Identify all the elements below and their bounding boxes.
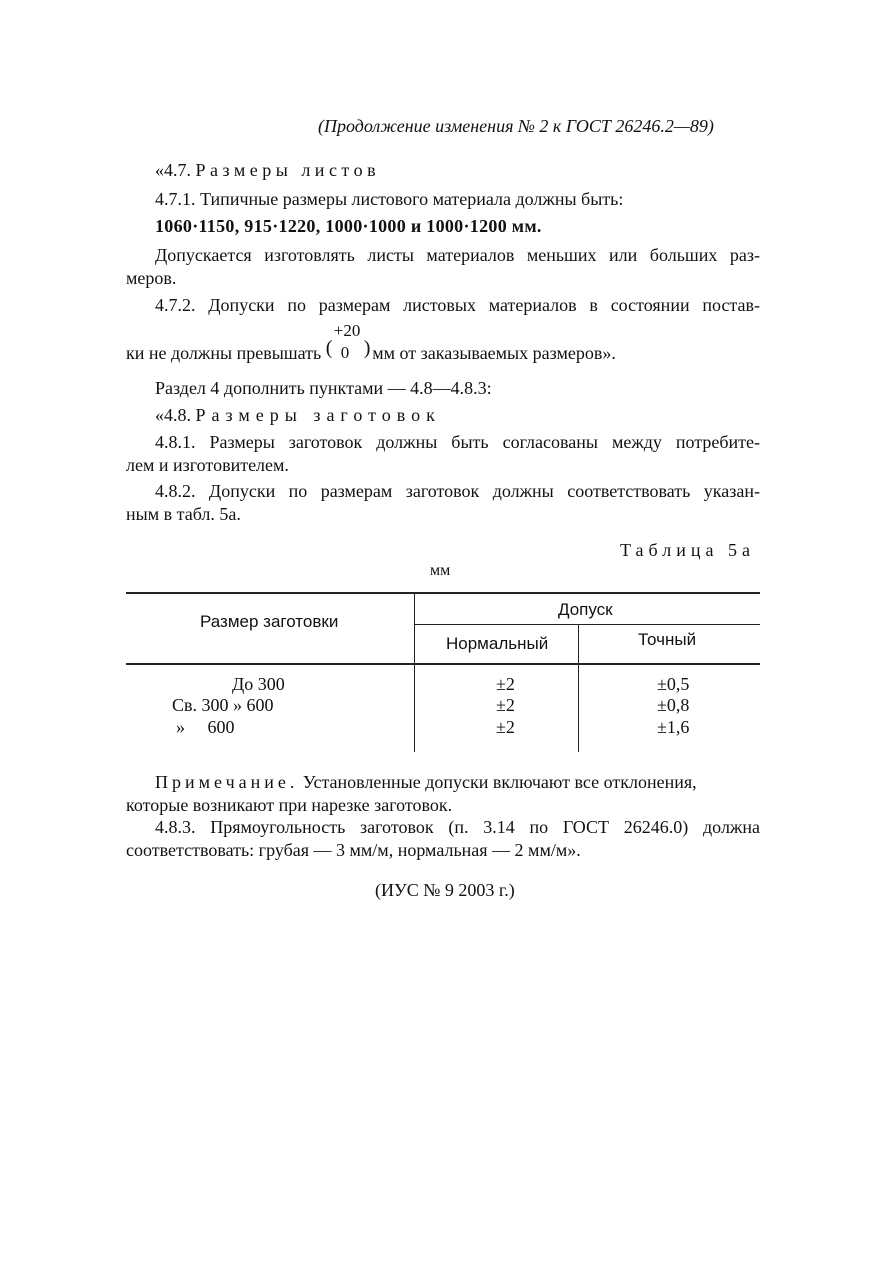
document-footer: (ИУС № 9 2003 г.) bbox=[375, 880, 515, 900]
row-3-precise: ±1,6 bbox=[657, 717, 690, 737]
row-3-normal: ±2 bbox=[496, 717, 515, 737]
section-4-addition: Раздел 4 дополнить пунктами — 4.8—4.8.3: bbox=[155, 378, 492, 398]
paragraph-4-8-3-line2: соответствовать: грубая — 3 мм/м, нормальная — 2 мм/м». bbox=[126, 840, 581, 860]
tolerance-fraction bbox=[325, 321, 371, 362]
note-text: Установленные допуски включают все отклонения, bbox=[302, 772, 697, 792]
table-note-line2: которые возникают при нарезке заготовок. bbox=[126, 795, 453, 815]
row-2-size: Св. 300 » 600 bbox=[172, 695, 274, 715]
table-unit: мм bbox=[430, 562, 451, 579]
paragraph-4-8-1-line1: 4.8.1. Размеры заготовок должны быть согласованы между потребите- bbox=[155, 432, 760, 452]
section-title: Размеры листов bbox=[195, 160, 381, 180]
table-top-rule bbox=[126, 592, 760, 594]
paren-right: ) bbox=[363, 337, 371, 359]
table-note-line1 bbox=[155, 772, 760, 793]
row-2-normal: ±2 bbox=[496, 695, 515, 715]
tolerance-table bbox=[126, 592, 760, 752]
table-header-rule bbox=[126, 663, 760, 665]
table-col-divider-2 bbox=[578, 624, 579, 752]
paragraph-4-7-2-line2 bbox=[126, 321, 616, 364]
note-label: Примечание. bbox=[155, 772, 299, 792]
section-number: «4.8. bbox=[155, 405, 191, 425]
table-subheader-rule bbox=[415, 624, 760, 625]
paragraph-4-8-2-line1: 4.8.2. Допуски по размерам заготовок должны соответствовать указан- bbox=[155, 481, 760, 501]
header-precise: Точный bbox=[638, 630, 697, 649]
tolerance-lower: 0 bbox=[340, 343, 350, 362]
header-tolerance: Допуск bbox=[558, 600, 613, 619]
sheet-sizes: 1060·1150, 915·1220, 1000·1000 и 1000·1200 мм. bbox=[155, 216, 542, 236]
document-header: (Продолжение изменения № 2 к ГОСТ 26246.2—89) bbox=[318, 116, 714, 136]
paragraph-4-7-2-line1: 4.7.2. Допуски по размерам листовых материалов в состоянии постав- bbox=[155, 295, 760, 315]
paragraph-4-8-2-line2: ным в табл. 5а. bbox=[126, 504, 241, 524]
paren-left: ( bbox=[325, 337, 333, 359]
header-size: Размер заготовки bbox=[200, 612, 339, 631]
paragraph-text: мм от заказываемых размеров». bbox=[372, 343, 616, 363]
header-normal: Нормальный bbox=[446, 634, 549, 653]
table-col-divider-1 bbox=[414, 592, 415, 752]
paragraph-4-8-1-line2: лем и изготовителем. bbox=[126, 455, 289, 475]
paragraph-4-8-3-line1: 4.8.3. Прямоугольность заготовок (п. 3.14 по ГОСТ 26246.0) должна bbox=[155, 817, 760, 837]
section-4-7-heading bbox=[155, 160, 380, 181]
table-caption: Таблица 5а bbox=[620, 540, 755, 560]
section-number: «4.7. bbox=[155, 160, 191, 180]
row-3-size: » 600 bbox=[176, 717, 235, 737]
paragraph-4-7-1: 4.7.1. Типичные размеры листового материала должны быть: bbox=[155, 189, 624, 209]
section-4-8-heading bbox=[155, 405, 441, 426]
row-2-precise: ±0,8 bbox=[657, 695, 690, 715]
paragraph-4-7-1-cont-line2: меров. bbox=[126, 268, 177, 288]
row-1-size: До 300 bbox=[232, 674, 285, 694]
paragraph-4-7-1-cont-line1: Допускается изготовлять листы материалов меньших или больших раз- bbox=[155, 245, 760, 265]
row-1-normal: ±2 bbox=[496, 674, 515, 694]
section-title: Размеры заготовок bbox=[195, 405, 441, 425]
tolerance-upper: +20 bbox=[333, 321, 361, 340]
row-1-precise: ±0,5 bbox=[657, 674, 690, 694]
paragraph-text: ки не должны превышать bbox=[126, 343, 322, 363]
